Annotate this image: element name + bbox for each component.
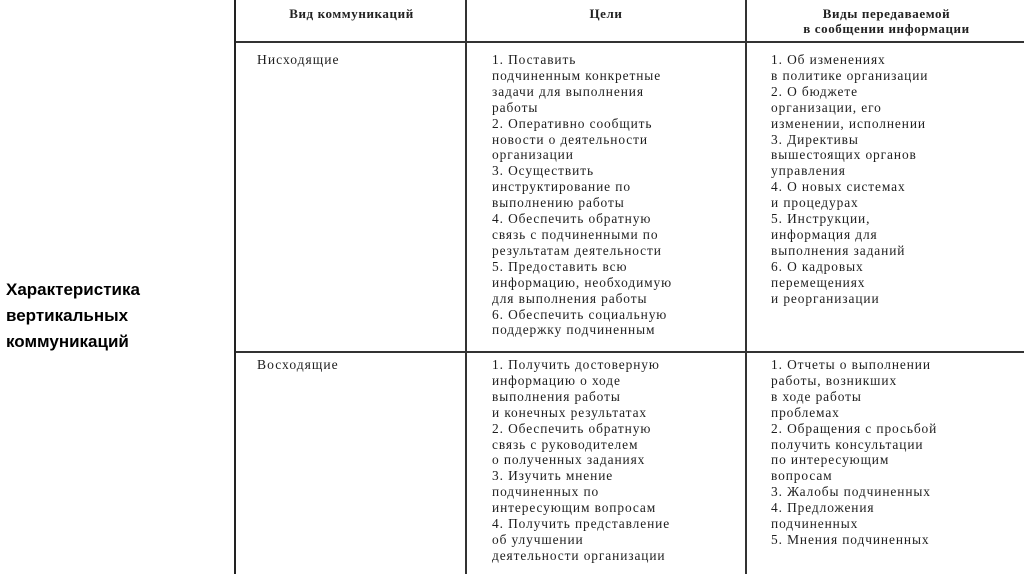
cell-line: в ходе работы	[771, 388, 862, 404]
cell-line: 2. Оперативно сообщить	[492, 115, 653, 131]
cell-line: управления	[771, 163, 846, 179]
cell-line: 1. Получить достоверную	[492, 357, 660, 372]
communications-table	[234, 0, 1024, 574]
cell-line: 3. Директивы	[771, 131, 859, 147]
row-divider	[236, 351, 1024, 353]
cell-line: организации	[492, 147, 574, 163]
cell-line: результатам деятельности	[492, 242, 662, 258]
cell-line: 6. О кадровых	[771, 258, 864, 274]
cell-line: по интересующим	[771, 452, 890, 468]
cell-line: поддержку подчиненным	[492, 322, 656, 338]
cell-line: 4. Обеспечить обратную	[492, 211, 652, 227]
cell-line: работы	[492, 99, 539, 115]
cell-line: перемещениях	[771, 274, 866, 290]
cell-line: и конечных результатах	[492, 404, 648, 420]
cell-line: 4. Предложения	[771, 500, 875, 516]
cell-line: 4. Получить представление	[492, 516, 671, 532]
cell-line: 2. Обращения с просьбой	[771, 420, 938, 436]
cell-line: подчиненных по	[492, 484, 600, 500]
column-divider	[745, 0, 747, 574]
cell-line: задачи для выполнения	[492, 83, 644, 99]
row-label-downward: Нисходящие	[257, 52, 340, 67]
cell-line: интересующим вопросам	[492, 500, 657, 516]
cell-line: 5. Мнения подчиненных	[771, 531, 930, 547]
column-divider	[465, 0, 467, 574]
cell-line: организации, его	[771, 99, 882, 115]
cell-line: выполнения работы	[492, 388, 621, 404]
slide-title: Характеристика вертикальных коммуникаций	[6, 280, 140, 351]
cell-line: информацию о ходе	[492, 372, 621, 388]
header-goals: Цели	[589, 6, 623, 21]
cell-line: 5. Предоставить всю	[492, 258, 628, 274]
cell-line: 5. Инструкции,	[771, 211, 871, 227]
cell-line: и реорганизации	[771, 290, 880, 306]
cell-line: выполнения заданий	[771, 242, 906, 258]
cell-line: и процедурах	[771, 195, 859, 211]
cell-line: проблемах	[771, 404, 840, 420]
goals-upward	[492, 357, 670, 564]
info-downward	[771, 52, 928, 307]
info-upward	[771, 357, 937, 548]
row-label-upward: Восходящие	[257, 357, 339, 372]
cell-line: 3. Жалобы подчиненных	[771, 484, 931, 500]
cell-line: 6. Обеспечить социальную	[492, 306, 668, 322]
cell-line: 3. Изучить мнение	[492, 468, 614, 484]
cell-line: в политике организации	[771, 67, 929, 83]
cell-line: 2. О бюджете	[771, 83, 858, 99]
cell-line: 1. Отчеты о выполнении	[771, 357, 931, 372]
cell-line: связь с подчиненными по	[492, 226, 659, 242]
cell-line: 2. Обеспечить обратную	[492, 420, 652, 436]
cell-line: вышестоящих органов	[771, 147, 917, 163]
cell-line: связь с руководителем	[492, 436, 639, 452]
cell-line: работы, возникших	[771, 372, 898, 388]
header-info-types: Виды передаваемой в сообщении информации	[803, 6, 970, 36]
cell-line: подчиненных	[771, 516, 859, 532]
cell-line: 4. О новых системах	[771, 179, 906, 195]
goals-downward	[492, 52, 672, 338]
cell-line: 3. Осуществить	[492, 163, 594, 179]
cell-line: для выполнения работы	[492, 290, 648, 306]
cell-line: 1. Поставить	[492, 52, 577, 67]
cell-line: информация для	[771, 226, 878, 242]
cell-line: 1. Об изменениях	[771, 52, 886, 67]
cell-line: выполнению работы	[492, 195, 625, 211]
header-communication-type: Вид коммуникаций	[289, 6, 414, 21]
cell-line: новости о деятельности	[492, 131, 648, 147]
cell-line: изменении, исполнении	[771, 115, 926, 131]
cell-line: об улучшении	[492, 531, 584, 547]
cell-line: о полученных заданиях	[492, 452, 646, 468]
cell-line: получить консультации	[771, 436, 924, 452]
cell-line: деятельности организации	[492, 547, 666, 563]
cell-line: подчиненным конкретные	[492, 67, 662, 83]
cell-line: информацию, необходимую	[492, 274, 673, 290]
cell-line: инструктирование по	[492, 179, 631, 195]
cell-line: вопросам	[771, 468, 833, 484]
